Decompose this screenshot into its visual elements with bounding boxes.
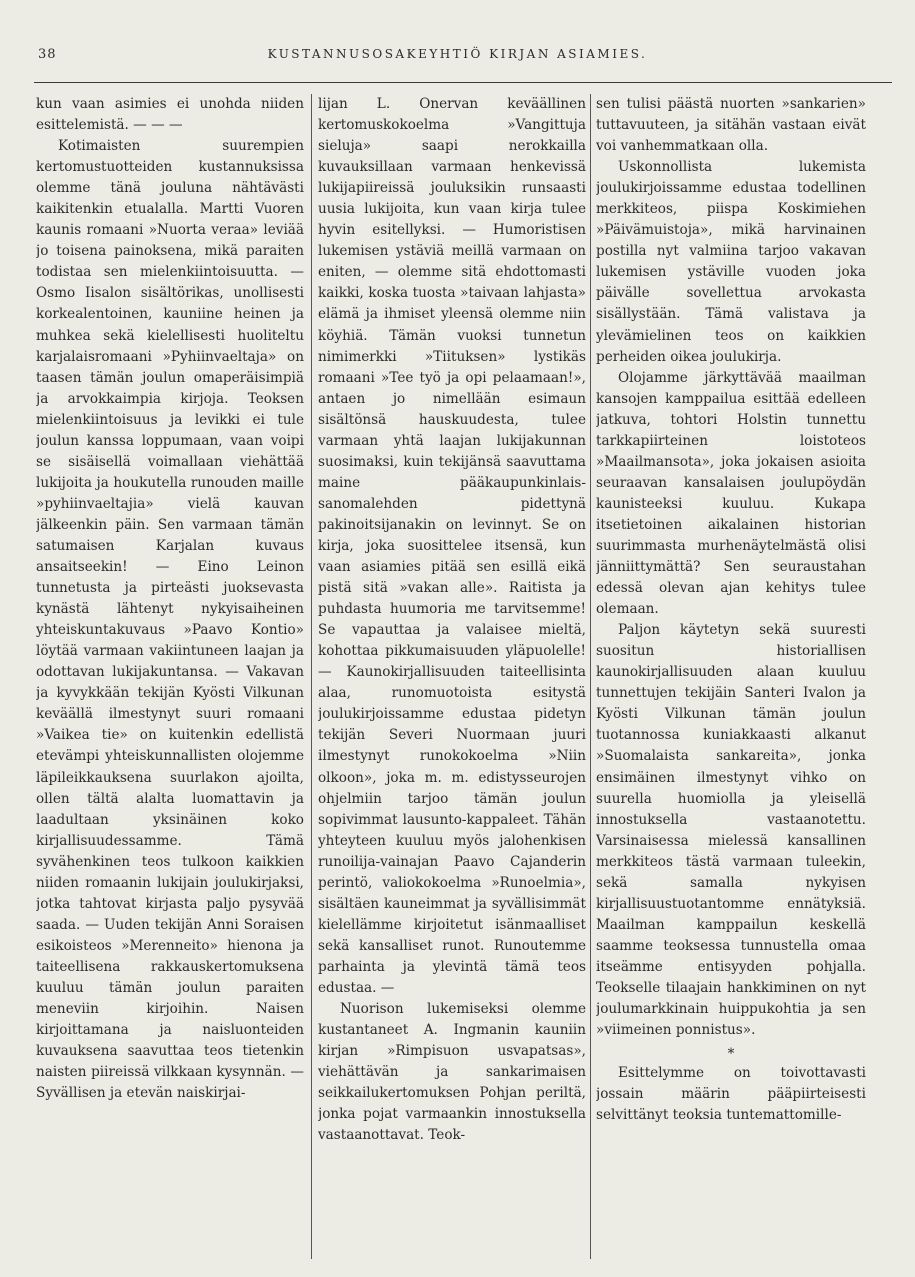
paragraph: sen tulisi päästä nuorten »sankarien» tuttavuuteen, ja sitähän vastaan eivät voi vanhemmatkaan olla. bbox=[596, 96, 866, 155]
paragraph: Uskonnollista lukemista joulukirjoissamme edustaa todellinen merkkiteos, piispa Koskimiehen »Päivämuistoja», mikä harvinainen postilla nyt valmiina tarjoo vakavan lukemisen ystäville vuoden joka päivälle sovellettua arvokasta sisällystään. Tämä valistava ja ylevämielinen teos on kaikkien perheiden oikea joulukirja. bbox=[596, 159, 866, 365]
column-divider bbox=[311, 94, 312, 1259]
text-column-1 bbox=[36, 94, 304, 1264]
paragraph: Nuorison lukemiseksi olemme kustantaneet A. Ingmanin kauniin kirjan »Rimpisuon usvapatsas», viehättävän ja sankarimaisen seikkailukertomuksen Pohjan periltä, jonka pojat varmaankin innostuksella vastaanottavat. Teok- bbox=[318, 1001, 586, 1144]
section-separator: * bbox=[727, 1046, 735, 1063]
column-divider bbox=[590, 94, 591, 1259]
text-column-3 bbox=[596, 94, 866, 1264]
text-column-2 bbox=[318, 94, 586, 1264]
paragraph: kun vaan asimies ei unohda niiden esittelemistä. — — — bbox=[36, 96, 304, 134]
running-title: KUSTANNUSOSAKEYHTIÖ KIRJAN ASIAMIES. bbox=[267, 47, 648, 61]
paragraph: Olojamme järkyttävää maailman kansojen kamppailua esittää edelleen jatkuva, tohtori Holstin tunnettu tarkkapiirteinen loistoteos »Maailmansota», joka jokaisen asioita seuraavan kansalaisen joulupöydän kaunisteeksi kuuluu. Kukapa itsetietoinen aikalainen historian suurimmasta murhenäytelmästä olisi jänniittymättä? Sen seuraustahan edessä olevan ajan kehitys tulee olemaan. bbox=[596, 369, 866, 618]
page-number: 38 bbox=[38, 47, 57, 62]
page-header bbox=[30, 47, 885, 69]
paragraph: Esittelymme on toivottavasti jossain määrin pääpiirteisesti selvittänyt teoksia tuntemattomille- bbox=[596, 1065, 866, 1124]
header-rule bbox=[34, 82, 892, 83]
paragraph: lijan L. Onervan keväällinen kertomuskokoelma »Vangittuja sieluja» saapi nerokkailla kuvauksillaan varmaan henkevissä lukijapiireissä jouluksikin runsaasti uusia lukijoita, kun vaan kirja tulee hyvin esitellyksi. — Humoristisen lukemisen ystäviä meillä varmaan on eniten, — olemme sitä ehdottomasti kaikki, koska tuosta »taivaan lahjasta» elämä ja ihmiset yleensä olemme niin köyhiä. Tämän vuoksi tunnetun nimimerkki »Tiituksen» lystikäs romaani »Tee työ ja opi pelaamaan!», antaen jo nimellään esimaun sisältönsä hauskuudesta, tulee varmaan yhtä laajan lukijakunnan suosimaksi, kuin tekijänsä saavuttama maine pääkaupunkinlais-sanomalehden pidettynä pakinoitsijanakin on levinnyt. Se on kirja, joka suosittelee itsensä, kun vaan asiamies pitää sen esillä eikä pistä sitä »vakan alle». Raitista ja puhdasta huumoria me tarvitsemme! Se vapauttaa ja valaisee mieltä, kohottaa pikkumaisuuden yläpuolelle! — Kaunokirjallisuuden taiteellisinta alaa, runomuotoista esitystä joulukirjoissamme edustaa pidetyn tekijän Severi Nuormaan juuri ilmestynyt runokokoelma »Niin olkoon», joka m. m. edistysseurojen ohjelmiin tarjoo tämän joulun sopivimmat lausunto-kappaleet. Tähän yhteyteen kuuluu myös jalohenkisen runoilija-vainajan Paavo Cajanderin perintö, valiokokoelma »Runoelmia», sisältäen kauneimmat ja syvällisimmät kielellämme kirjoitetut isänmaalliset sekä kansalliset runot. Runoutemme parhainta ja ylevintä tämä teos edustaa. — bbox=[318, 96, 586, 996]
paragraph: Paljon käytetyn sekä suuresti suositun historiallisen kaunokirjallisuuden alaan kuuluu tunnettujen tekijäin Santeri Ivalon ja Kyösti Vilkunan tämän joulun tuotannossa kuniakkaasti alkanut »Suomalaista sankareita», jonka ensimäinen ilmestynyt vihko on suurella huomiolla ja yleisellä innostuksella vastaanotettu. Varsinaisessa mielessä kansallinen merkkiteos tästä varmaan tuleekin, sekä samalla nykyisen kirjallisuustuotantomme ennätyksiä. Maailman kamppailun keskellä saamme teoksessa tunnustella omaa itseämme entisyyden pohjalla. Teokselle tilaajain hankkiminen on nyt joulumarkkinain huippukohtia ja sen »viimeinen ponnistus». bbox=[596, 622, 866, 1039]
paragraph: Kotimaisten suurempien kertomustuotteiden kustannuksissa olemme tänä jouluna nähtävästi kaikitenkin etualalla. Martti Vuoren kaunis romaani »Nuorta veraa» leviää jo toisena painoksena, mikä paraiten todistaa sen mielenkiintoisuutta. — Osmo Iisalon sisältörikas, unollisesti korkealentoinen, kauniine heinen ja muhkea sekä kielellisesti huoliteltu karjalaisromaani »Pyhiinvaeltaja» on taasen tämän joulun omaperäisimpiä ja arvokkaimpia kirjoja. Teoksen mielenkiintoisuus ja levikki ei tule joulun kanssa loppumaan, vaan voipi se sisäisellä voimallaan viehättää lukijoita ja houkutella runouden maille »pyhiinvaeltajia» vielä kauvan jälkeenkin päin. Sen varmaan tämän satumaisen Karjalan kuvaus ansaitseekin! — Eino Leinon tunnetusta ja pirteästi juoksevasta kynästä lähtenyt nykyisaiheinen yhteiskuntakuvaus »Paavo Kontio» löytää varmaan vakiintuneen laajan ja odottavan lukijakuntansa. — Vakavan ja kyvykkään tekijän Kyösti Vilkunan keväällä ilmestynyt suuri romaani »Vaikea tie» on kuitenkin edellistä etevämpi yhteiskunnallisten olojemme läpileikkauksena suurlakon ajoilta, ollen tältä alalta luomattavin ja laadultaan yksinäinen koko kirjallisuudessamme. Tämä syvähenkinen teos tulkoon kaikkien niiden romaanin lukijain joulukirjaksi, jotka tahtovat kirjasta paljo pysyvää saada. — Uuden tekijän Anni Soraisen esikoisteos »Merenneito» hienona ja taiteellisena rakkauskertomuksena kuuluu tämän joulun paraiten meneviin kirjoihin. Naisen kirjoittamana ja naisluonteiden kuvauksena saavuttaa teos tietenkin naisten piireissä vilkkaan kysynnän. — Syvällisen ja etevän naiskirjai- bbox=[36, 138, 304, 1102]
